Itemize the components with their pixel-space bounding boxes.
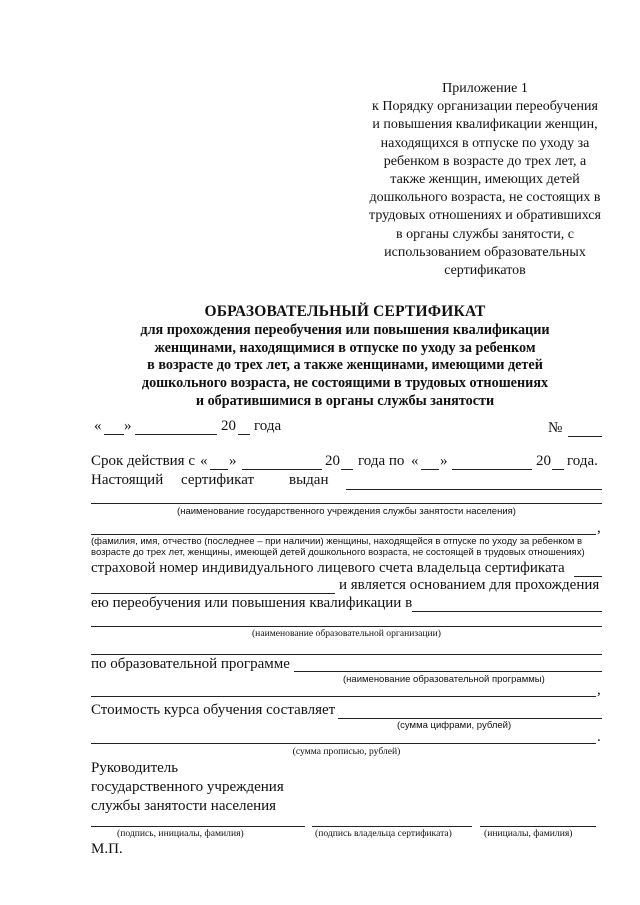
- date-year-blank: [238, 434, 250, 435]
- appendix-line: и повышения квалификации женщин,: [372, 117, 598, 133]
- sum-words-caption: (сумма прописью, рублей): [292, 746, 401, 757]
- program-line-2: [91, 696, 596, 697]
- subtitle-line: и обратившимися в органы службы занятости: [195, 392, 495, 409]
- issued-blank: [346, 489, 602, 490]
- cost-label: Стоимость курса обучения составляет: [91, 702, 336, 718]
- appendix-line: Приложение 1: [442, 81, 528, 96]
- date-year-word: года: [254, 418, 282, 434]
- validity-open-quote-1: «: [200, 453, 208, 469]
- woman-name-comma: ,: [597, 520, 601, 536]
- appendix-line: сертификатов: [444, 263, 526, 279]
- holder-name-caption: (инициалы, фамилия): [484, 828, 573, 839]
- validity-year-prefix-2: 20: [536, 453, 551, 469]
- head-line-3: службы занятости населения: [91, 798, 277, 814]
- cost-period: .: [597, 729, 601, 745]
- insurance-label: страховой номер индивидуального лицевого счета владельца сертификата: [91, 560, 565, 576]
- appendix-line: находящихся в отпуске по уходу за: [380, 135, 590, 151]
- document-title: ОБРАЗОВАТЕЛЬНЫЙ СЕРТИФИКАТ: [204, 303, 486, 320]
- appendix-line: в органы службы занятости, с: [396, 226, 574, 242]
- validity-month-blank-1: [242, 469, 322, 470]
- training-blank: [412, 611, 602, 612]
- subtitle-line: для прохождения переобучения или повышения квалификации: [140, 322, 550, 338]
- program-comma: ,: [597, 682, 601, 698]
- sum-digits-caption: (сумма цифрами, рублей): [397, 720, 512, 731]
- sign-holder-caption: (подпись владельца сертификата): [315, 828, 452, 839]
- issued-word-2: сертификат: [181, 472, 255, 488]
- validity-open-quote-2: «: [411, 453, 419, 469]
- number-blank: [568, 436, 602, 437]
- appendix-note: [340, 80, 630, 280]
- program-caption: (наименование образовательной программы): [343, 674, 545, 685]
- validity-year-prefix-1: 20: [325, 453, 340, 469]
- validity-day-blank-1: [210, 469, 228, 470]
- validity-day-blank-2: [421, 469, 439, 470]
- subtitle-line: в возрасте до трех лет, а также женщинами, имеющими детей: [147, 357, 543, 374]
- date-day-blank: [104, 434, 124, 435]
- validity-year-blank-1: [341, 469, 353, 470]
- validity-label: Срок действия с: [91, 453, 195, 469]
- woman-name-line: [91, 534, 596, 535]
- appendix-line: дошкольного возраста, не состоящих в: [369, 190, 601, 206]
- appendix-line: к Порядку организации переобучения: [372, 99, 598, 115]
- institution-line: [91, 503, 602, 504]
- validity-year-blank-2: [552, 469, 564, 470]
- holder-name-line: [480, 826, 596, 827]
- date-month-blank: [135, 434, 217, 435]
- validity-year-word: года.: [567, 453, 598, 469]
- certificate-heading: [90, 302, 600, 411]
- program-label: по образовательной программе: [91, 656, 290, 672]
- appendix-line: ребенком в возрасте до трех лет, а: [383, 153, 587, 169]
- edu-org-caption: (наименование образовательной организации): [251, 628, 442, 639]
- head-line-2: государственного учреждения: [91, 779, 284, 795]
- validity-to: года по: [358, 453, 405, 469]
- number-sign: №: [548, 420, 563, 436]
- appendix-line: также женщин, имеющих детей: [390, 172, 580, 188]
- woman-caption-line-1: (фамилия, имя, отчество (последнее – при наличии) женщины, находящейся в отпуске по уходу за ребенком в: [91, 536, 583, 547]
- basis-text: и является основанием для прохождения: [339, 577, 600, 593]
- training-text: ею переобучения или повышения квалификации в: [91, 595, 413, 611]
- subtitle-line: дошкольного возраста, не состоящими в трудовых отношениях: [141, 375, 549, 392]
- institution-caption: (наименование государственного учреждения службы занятости населения): [177, 506, 516, 517]
- validity-close-quote-2: »: [440, 453, 448, 469]
- date-year-prefix: 20: [221, 418, 236, 434]
- woman-caption-line-2: возрасте до трех лет, женщины, имеющей детей дошкольного возраста, не состоящей в трудовых отношениях): [91, 547, 585, 558]
- validity-month-blank-2: [452, 469, 532, 470]
- head-signature-line: [91, 826, 305, 827]
- validity-close-quote-1: »: [229, 453, 237, 469]
- cost-digits-blank: [338, 718, 602, 719]
- issued-word-1: Настоящий: [91, 472, 164, 488]
- program-line-1: [91, 654, 602, 655]
- date-close-quote: »: [124, 418, 132, 434]
- holder-signature-line: [312, 826, 472, 827]
- appendix-line: трудовых отношениях и обратившихся: [369, 208, 601, 224]
- issued-word-3: выдан: [289, 472, 329, 488]
- insurance-blank-2: [91, 593, 335, 594]
- edu-org-line: [91, 626, 602, 627]
- head-line-1: Руководитель: [91, 760, 179, 776]
- subtitle-line: женщинами, находящимися в отпуске по уходу за ребенком: [154, 339, 536, 356]
- program-blank: [294, 671, 602, 672]
- document-subtitle: [90, 322, 600, 411]
- cost-words-line: [91, 743, 596, 744]
- date-open-quote: «: [94, 418, 102, 434]
- stamp-place: М.П.: [91, 841, 123, 857]
- appendix-line: использованием образовательных: [384, 244, 586, 260]
- sign-head-caption: (подпись, инициалы, фамилия): [117, 828, 244, 839]
